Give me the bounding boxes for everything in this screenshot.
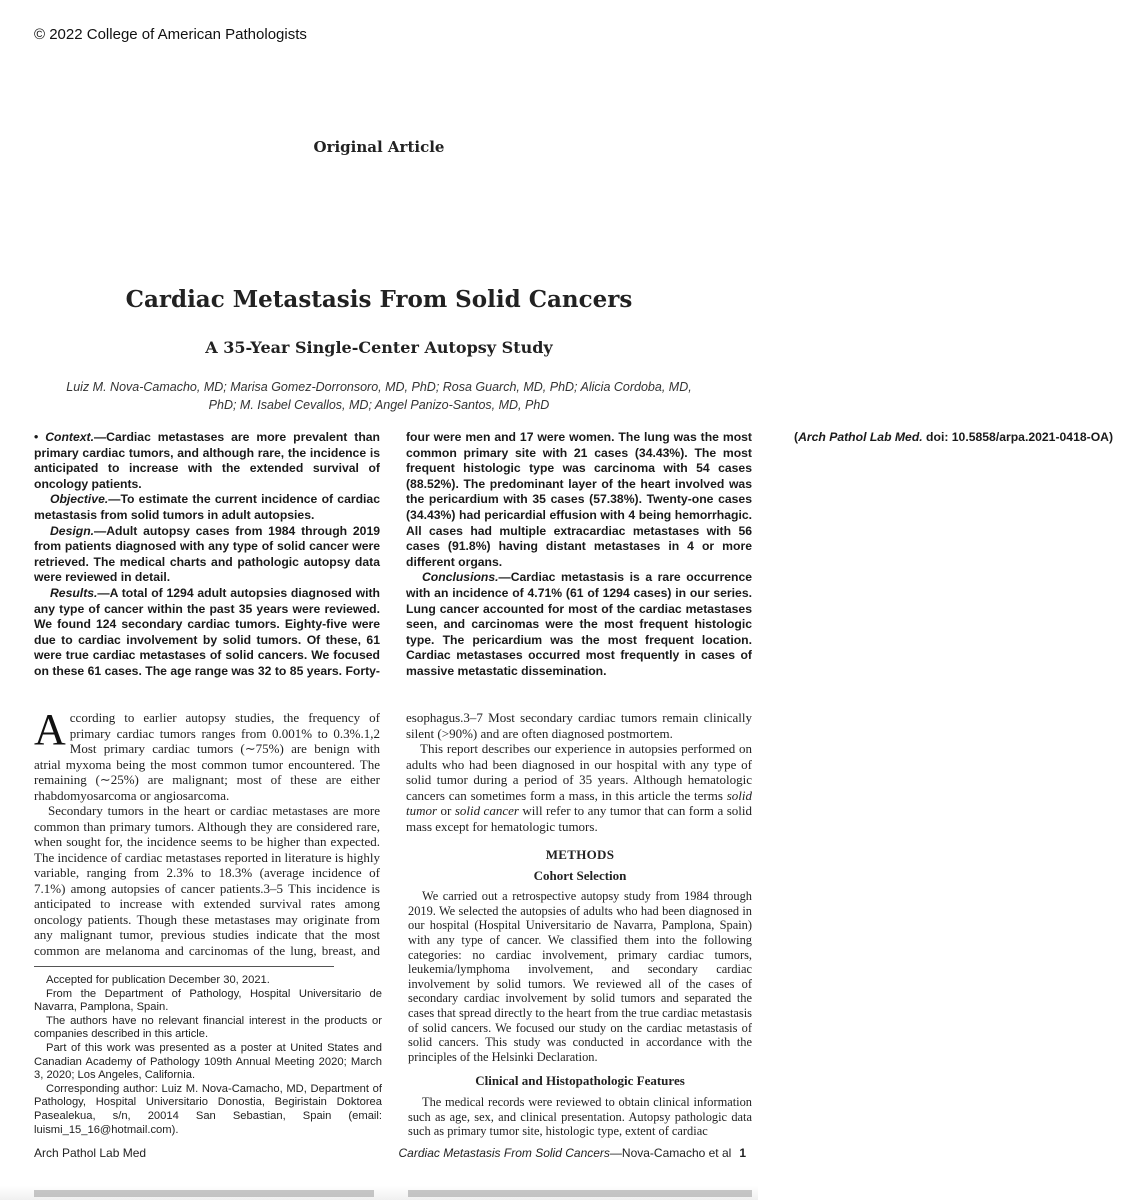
clinical-heading: Clinical and Histopathologic Features bbox=[475, 1073, 685, 1089]
abstract-results-text: —A total of 1294 adult autopsies diagnosed with any type of cancer within the past 35 years were reviewed. We found 124 secondary cardiac tumors. Eighty-five were due to cardiac involvement by solid tumors. Of these, 61 were true cardiac metastases of solid cancers. We focused on these 61 cases. The age range was 32 to 85 years. Forty-four were men and 17 were women. The lung was the most common primary site with 21 cases (34.43%). The most frequent histologic type was carcinoma with 54 cases (88.52%). The predominant layer of the heart involved was the pericardium with 35 cases (57.38%). Twenty-one cases (34.43%) had pericardial effusion with 4 being hemorrhagic. All cases had multiple extracardiac metastases with 56 cases (91.8%) having distant metastases in 4 or more different organs. bbox=[34, 430, 752, 678]
author-list: Luiz M. Nova-Camacho, MD; Marisa Gomez-Dorronsoro, MD, PhD; Rosa Guarch, MD, PhD; Alicia Cordoba, MD, PhD; M. Isabel Cevallos, MD; Angel Panizo-Santos, MD, PhD bbox=[66, 380, 692, 412]
footer-journal: Arch Pathol Lab Med bbox=[34, 1146, 147, 1160]
abstract-conclusions-head: Conclusions. bbox=[422, 570, 499, 585]
footnote-divider bbox=[34, 966, 334, 967]
p3-em-solid-tumor: solid tumor bbox=[406, 787, 752, 818]
footnote-corresponding: Corresponding author: Luiz M. Nova-Camacho, MD, Department of Pathology, Hospital Universitario Donostia, Begiristain Doktorea Pasealekua, s/n, 20014 San Sebastian, Spain (email: luismi_15_16@hotmail.com). bbox=[34, 1082, 382, 1136]
abstract-citation: (Arch Pathol Lab Med. doi: 10.5858/arpa.2021-0418-OA) bbox=[794, 430, 1114, 444]
bleed-right bbox=[408, 1190, 752, 1197]
intro-paragraph-1-text: ccording to earlier autopsy studies, the frequency of primary cardiac tumors ranges from 0.001% to 0.3%.1,2 Most primary cardiac tumors (∼75%) are benign with atrial myxoma being the most common tumor encountered. The remaining (∼25%) are malignant; most of these are either rhabdomyosarcoma or angiosarcoma. bbox=[34, 710, 380, 803]
intro-paragraph-2: Secondary tumors in the heart or cardiac metastases are more common than primary tumors. Although they are considered rare, when sought for, the incidence seems to be higher than expected. The incidence of cardiac metastases reported in literature is highly variable, ranging from 2.3% to 18.3% (average incidence of 7.1%) among autopsies of cancer patients.3–5 This incidence is anticipated to increase with extended survival rates among oncology patients. Though these metastases may originate from any malignant tumor, previous studies indicate that the most common are melanoma and carcinomas of the lung, breast, and esophagus.3–7 Most secondary cardiac tumors remain clinically silent (>90%) and are often diagnosed postmortem. bbox=[34, 710, 752, 958]
article-subtitle: A 35-Year Single-Center Autopsy Study bbox=[205, 338, 553, 357]
abstract-design bbox=[34, 524, 380, 586]
footnote-affiliation: From the Department of Pathology, Hospital Universitario de Navarra, Pamplona, Spain. bbox=[34, 987, 382, 1014]
citation-doi[interactable]: doi: 10.5858/arpa.2021-0418-OA) bbox=[922, 430, 1114, 444]
methods-heading: METHODS bbox=[545, 847, 615, 862]
intro-paragraph-1 bbox=[34, 705, 380, 803]
abstract-context-text: —Cardiac metastases are more prevalent than primary cardiac tumors, and although rare, the incidence is anticipated to increase with the extended survival of oncology patients. bbox=[34, 430, 380, 491]
copyright-notice: © 2022 College of American Pathologists bbox=[34, 26, 307, 43]
p3-part-b: or bbox=[437, 803, 455, 818]
abstract-objective bbox=[34, 492, 380, 523]
footer-running-authors: —Nova-Camacho et al bbox=[609, 1146, 732, 1160]
footnote-disclosure: The authors have no relevant financial interest in the products or companies described in this article. bbox=[34, 1014, 382, 1041]
footer-running-title: Cardiac Metastasis From Solid Cancers bbox=[398, 1146, 610, 1160]
abstract-conclusions-text: —Cardiac metastasis is a rare occurrence with an incidence of 4.71% (61 of 1294 cases) in our series. Lung cancer accounted for most of the cardiac metastases seen, and carcinomas were the most frequent histologic type. The pericardium was the most frequent location. Cardiac metastases occurred most frequently in cases of massive metastatic dissemination. bbox=[406, 570, 752, 678]
next-page-bleed bbox=[0, 1186, 758, 1200]
abstract-objective-text: —To estimate the current incidence of cardiac metastasis from solid tumors in adult autopsies. bbox=[34, 492, 380, 522]
abstract-context-head: Context. bbox=[45, 430, 94, 444]
abstract-design-head: Design. bbox=[50, 523, 95, 538]
bleed-left bbox=[34, 1190, 374, 1197]
abstract-objective-head: Objective. bbox=[50, 492, 109, 507]
cohort-text: We carried out a retrospective autopsy study from 1984 through 2019. We selected the autopsies of adults who had been diagnosed in our hospital (Hospital Universitario de Navarra, Pamplona, Spain) with any type of cancer. We classified them into the following categories: no cardiac involvement, primary cardiac tumors, leukemia/lymphoma involvement, and secondary cardiac involvement by solid tumors. We reviewed all of the cases of secondary cardiac involvement by solid tumors and separated the cases that spread directly to the heart from the true cardiac metastasis of solid cancers. We focused our study on the cardiac metastasis of solid cancers. This study was conducted in accordance with the principles of the Helsinki Declaration. bbox=[408, 889, 752, 1064]
citation-journal: Arch Pathol Lab Med. bbox=[798, 430, 923, 444]
footnote-presentation: Part of this work was presented as a poster at United States and Canadian Academy of Pathology 109th Annual Meeting 2020; March 3, 2020; Los Angeles, California. bbox=[34, 1041, 382, 1082]
drop-cap: A bbox=[34, 705, 66, 754]
intro-paragraph-3 bbox=[406, 741, 752, 834]
p3-part-c: will refer to any tumor that can form a solid mass except for hematologic tumors. bbox=[406, 803, 752, 834]
abstract-conclusions bbox=[406, 570, 752, 679]
footnotes bbox=[34, 974, 382, 1137]
abstract-design-text: —Adult autopsy cases from 1984 through 2019 from patients diagnosed with any type of solid cancer were retrieved. The medical charts and pathologic autopsy data were reviewed in detail. bbox=[34, 523, 380, 585]
abstract bbox=[34, 430, 1114, 692]
article-type: Original Article bbox=[313, 138, 445, 156]
abstract-context: • Context.—Cardiac metastases are more prevalent than primary cardiac tumors, and although rare, the incidence is anticipated to increase with the extended survival of oncology patients. bbox=[34, 430, 380, 491]
footnote-accepted: Accepted for publication December 30, 2021. bbox=[46, 974, 270, 986]
clinical-text: The medical records were reviewed to obtain clinical information such as age, sex, and clinical presentation. Autopsy pathologic data such as primary tumor site, histologic type, extent of cardiac bbox=[408, 1094, 752, 1139]
p3-part-a: This report describes our experience in autopsies performed on adults who had been diagnosed in our hospital with any type of solid tumor during a period of 35 years. Although hematologic cancers can sometimes form a mass, in this article the terms bbox=[406, 741, 752, 803]
methods-section bbox=[408, 848, 752, 1139]
cohort-heading: Cohort Selection bbox=[533, 867, 627, 883]
abstract-results-head: Results. bbox=[50, 585, 98, 600]
p3-em-solid-cancer: solid cancer bbox=[454, 803, 519, 818]
page-number: 1 bbox=[739, 1146, 746, 1160]
footer-running-head bbox=[399, 1146, 746, 1160]
article-title: Cardiac Metastasis From Solid Cancers bbox=[125, 286, 633, 313]
